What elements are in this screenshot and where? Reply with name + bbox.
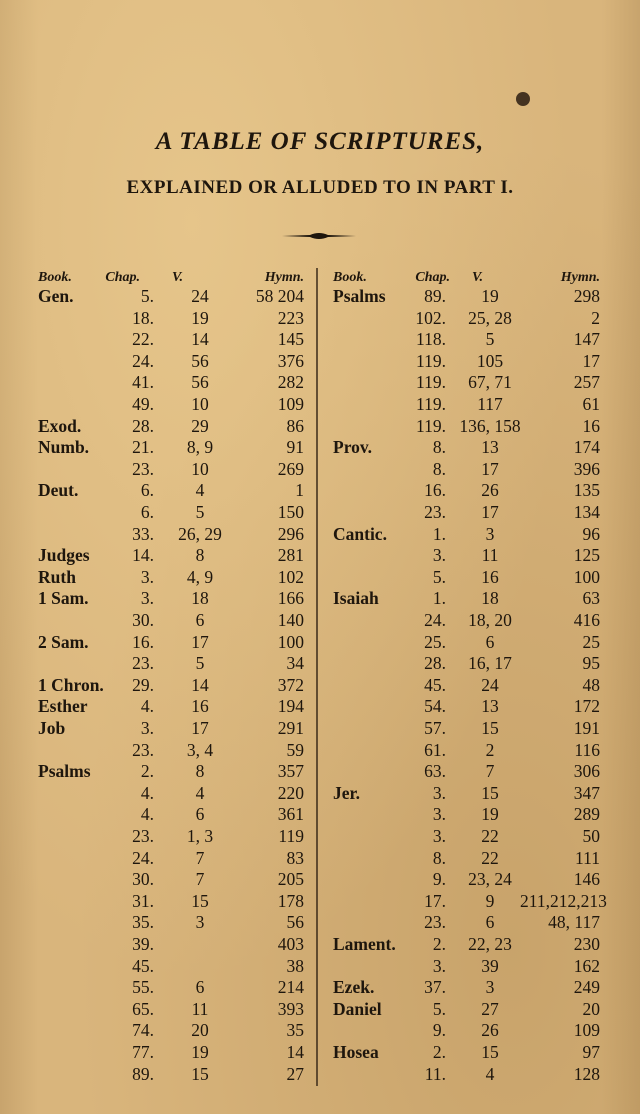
cell-hymn: 50 — [582, 826, 600, 846]
table-row — [0, 956, 640, 977]
header-chap: Chap. — [415, 270, 450, 285]
table-row — [0, 1020, 640, 1041]
cell-hymn: 230 — [573, 934, 600, 954]
cell-book: Job — [38, 718, 66, 738]
cell-hymn: 63 — [582, 588, 600, 609]
cell-hymn: 393 — [277, 998, 304, 1019]
cell-chap: 3. — [140, 588, 154, 609]
cell-chap: 3. — [140, 718, 154, 738]
cell-book: Judges — [38, 545, 90, 566]
cell-v: 15 — [481, 782, 499, 803]
cell-chap: 24. — [132, 847, 154, 868]
cell-hymn: 166 — [277, 588, 304, 609]
cell-v: 26 — [481, 480, 499, 501]
cell-v: 5 — [195, 653, 205, 674]
cell-chap: 89. — [424, 286, 446, 306]
cell-chap: 35. — [132, 912, 154, 933]
cell-chap: 5. — [140, 286, 154, 306]
cell-v: 17 — [191, 631, 209, 652]
header-hymn: Hymn. — [560, 270, 600, 285]
cell-v: 17 — [191, 718, 209, 738]
cell-chap: 23. — [132, 739, 154, 760]
header-book: Book. — [38, 270, 72, 285]
cell-chap: 14. — [132, 545, 154, 566]
cell-v: 14 — [191, 674, 209, 695]
cell-v: 8 — [195, 761, 205, 782]
header-chap: Chap. — [105, 270, 140, 285]
cell-v: 17 — [481, 458, 499, 479]
cell-chap: 6. — [140, 502, 154, 522]
cell-book: Esther — [38, 696, 88, 717]
cell-hymn: 205 — [277, 869, 304, 890]
cell-book: Ruth — [38, 566, 76, 587]
cell-chap: 4. — [140, 782, 154, 803]
cell-chap: 30. — [132, 869, 154, 890]
cell-hymn: 220 — [277, 782, 304, 803]
cell-v: 39 — [481, 955, 499, 976]
cell-chap: 9. — [432, 869, 446, 890]
cell-v: 6 — [195, 977, 205, 998]
table-row — [0, 394, 640, 415]
cell-v: 8 — [195, 545, 205, 566]
table-row — [0, 416, 640, 437]
table-row — [0, 718, 640, 739]
cell-v: 15 — [191, 890, 209, 911]
cell-chap: 119. — [416, 372, 446, 393]
cell-hymn: 109 — [277, 394, 304, 414]
cell-chap: 102. — [415, 307, 446, 328]
ornament-rule-icon — [282, 230, 356, 242]
cell-hymn: 214 — [277, 977, 304, 998]
cell-v: 24 — [191, 286, 209, 306]
cell-v: 4 — [195, 782, 205, 803]
cell-chap: 39. — [132, 934, 154, 954]
cell-hymn: 2 — [591, 307, 600, 328]
table-row — [0, 653, 640, 674]
cell-book: Prov. — [333, 437, 373, 458]
cell-chap: 31. — [132, 890, 154, 911]
table-row — [0, 286, 640, 307]
cell-v: 20 — [191, 1020, 209, 1041]
cell-v: 24 — [481, 674, 499, 695]
cell-chap: 37. — [424, 977, 446, 998]
cell-v: 136, 158 — [459, 415, 521, 436]
cell-v: 22 — [481, 826, 499, 846]
cell-chap: 5. — [432, 566, 446, 587]
cell-v: 11 — [481, 545, 499, 566]
cell-hymn: 178 — [277, 890, 304, 911]
cell-book: Lament. — [333, 934, 396, 954]
table-row — [0, 999, 640, 1020]
cell-hymn: 298 — [573, 286, 600, 306]
cell-chap: 8. — [432, 437, 446, 458]
cell-chap: 23. — [132, 826, 154, 846]
table-row — [0, 502, 640, 523]
cell-v: 6 — [195, 610, 205, 630]
cell-hymn: 14 — [286, 1042, 304, 1062]
cell-hymn: 145 — [277, 329, 304, 350]
table-row — [0, 372, 640, 393]
table-row — [0, 977, 640, 998]
cell-hymn: 403 — [277, 934, 304, 954]
cell-chap: 119. — [416, 350, 446, 371]
cell-v: 2 — [485, 739, 495, 760]
cell-book: Ezek. — [333, 977, 375, 998]
cell-hymn: 35 — [286, 1020, 304, 1041]
cell-chap: 4. — [140, 804, 154, 825]
cell-hymn: 128 — [573, 1063, 600, 1084]
cell-v: 10 — [191, 394, 209, 414]
cell-hymn: 1 — [295, 480, 304, 501]
cell-hymn: 347 — [573, 782, 600, 803]
cell-hymn: 97 — [582, 1042, 600, 1062]
cell-hymn: 146 — [573, 869, 600, 890]
cell-hymn: 86 — [286, 415, 304, 436]
cell-v: 117 — [477, 394, 503, 414]
cell-chap: 23. — [132, 653, 154, 674]
cell-chap: 3. — [432, 545, 446, 566]
cell-chap: 119. — [416, 415, 446, 436]
cell-v: 56 — [191, 350, 209, 371]
table-row — [0, 1042, 640, 1063]
cell-chap: 118. — [416, 329, 446, 350]
cell-chap: 3. — [432, 782, 446, 803]
table-row — [0, 610, 640, 631]
cell-chap: 28. — [424, 653, 446, 674]
cell-chap: 63. — [424, 761, 446, 782]
cell-chap: 54. — [424, 696, 446, 717]
cell-book: Psalms — [333, 286, 386, 306]
cell-chap: 65. — [132, 998, 154, 1019]
cell-hymn: 147 — [573, 329, 600, 350]
cell-hymn: 25 — [582, 631, 600, 652]
cell-v: 26, 29 — [178, 523, 222, 544]
cell-hymn: 135 — [573, 480, 600, 501]
table-row — [0, 869, 640, 890]
cell-book: 1 Chron. — [38, 674, 104, 695]
cell-book: Daniel — [333, 998, 382, 1019]
cell-hymn: 125 — [573, 545, 600, 566]
cell-v: 3 — [485, 523, 495, 544]
cell-hymn: 116 — [574, 739, 600, 760]
cell-chap: 55. — [132, 977, 154, 998]
table-row — [0, 588, 640, 609]
cell-chap: 119. — [416, 394, 446, 414]
cell-hymn: 296 — [277, 523, 304, 544]
cell-hymn: 17 — [582, 350, 600, 371]
cell-v: 4, 9 — [186, 566, 214, 587]
table-row — [0, 804, 640, 825]
cell-hymn: 162 — [573, 955, 600, 976]
cell-v: 1, 3 — [186, 826, 214, 846]
cell-hymn: 59 — [286, 739, 304, 760]
header-book: Book. — [333, 270, 367, 285]
cell-v: 9 — [485, 890, 495, 911]
table-row — [0, 848, 640, 869]
cell-v: 25, 28 — [468, 307, 512, 328]
cell-chap: 28. — [132, 415, 154, 436]
cell-v: 6 — [485, 912, 495, 933]
cell-hymn: 150 — [277, 502, 304, 522]
cell-hymn: 194 — [277, 696, 304, 717]
cell-chap: 3. — [432, 826, 446, 846]
cell-v: 3 — [485, 977, 495, 998]
cell-chap: 21. — [132, 437, 154, 458]
cell-v: 3, 4 — [186, 739, 214, 760]
cell-v: 13 — [481, 696, 499, 717]
cell-v: 26 — [481, 1020, 499, 1041]
cell-v: 7 — [195, 869, 205, 890]
cell-hymn: 134 — [573, 502, 600, 522]
table-row — [0, 675, 640, 696]
table-row — [0, 567, 640, 588]
cell-v: 6 — [195, 804, 205, 825]
cell-hymn: 119 — [278, 826, 304, 846]
header-v: V. — [472, 270, 484, 285]
cell-book: Hosea — [333, 1042, 379, 1062]
table-row — [0, 308, 640, 329]
cell-v: 13 — [481, 437, 499, 458]
cell-chap: 2. — [140, 761, 154, 782]
cell-book: Gen. — [38, 286, 74, 306]
cell-hymn: 95 — [582, 653, 600, 674]
table-row — [0, 459, 640, 480]
cell-hymn: 282 — [277, 372, 304, 393]
cell-chap: 29. — [132, 674, 154, 695]
cell-hymn: 257 — [573, 372, 600, 393]
cell-v: 15 — [481, 1042, 499, 1062]
cell-chap: 8. — [432, 847, 446, 868]
table-row — [0, 761, 640, 782]
ink-spot — [516, 92, 530, 106]
cell-chap: 61. — [424, 739, 446, 760]
cell-hymn: 376 — [277, 350, 304, 371]
cell-v: 7 — [195, 847, 205, 868]
cell-hymn: 48, 117 — [548, 912, 600, 933]
cell-chap: 77. — [132, 1042, 154, 1062]
table-row — [0, 437, 640, 458]
cell-v: 23, 24 — [468, 869, 512, 890]
cell-v: 19 — [481, 804, 499, 825]
cell-v: 67, 71 — [468, 372, 512, 393]
cell-chap: 30. — [132, 610, 154, 630]
cell-hymn: 361 — [277, 804, 304, 825]
cell-chap: 33. — [132, 523, 154, 544]
cell-chap: 22. — [132, 329, 154, 350]
cell-v: 18 — [481, 588, 499, 609]
cell-hymn: 211,212,213 — [520, 890, 607, 911]
cell-v: 18 — [191, 588, 209, 609]
cell-v: 5 — [485, 329, 495, 350]
cell-v: 19 — [191, 307, 209, 328]
table-row — [0, 740, 640, 761]
cell-v: 16 — [191, 696, 209, 717]
cell-v: 16, 17 — [468, 653, 512, 674]
cell-v: 3 — [195, 912, 205, 933]
cell-chap: 74. — [132, 1020, 154, 1041]
cell-hymn: 96 — [582, 523, 600, 544]
cell-chap: 1. — [432, 523, 446, 544]
cell-v: 11 — [191, 998, 209, 1019]
header-hymn: Hymn. — [264, 270, 304, 285]
cell-chap: 89. — [132, 1063, 154, 1084]
table-row — [0, 632, 640, 653]
cell-book: 2 Sam. — [38, 631, 89, 652]
cell-hymn: 27 — [286, 1063, 304, 1084]
cell-hymn: 291 — [277, 718, 304, 738]
cell-hymn: 83 — [286, 847, 304, 868]
cell-chap: 2. — [432, 934, 446, 954]
cell-v: 10 — [191, 458, 209, 479]
cell-v: 18, 20 — [468, 610, 512, 630]
cell-v: 4 — [485, 1063, 495, 1084]
cell-hymn: 281 — [277, 545, 304, 566]
cell-book: Numb. — [38, 437, 90, 458]
cell-book: Psalms — [38, 761, 91, 782]
cell-book: Isaiah — [333, 588, 379, 609]
cell-v: 16 — [481, 566, 499, 587]
cell-hymn: 174 — [573, 437, 600, 458]
table-row — [0, 696, 640, 717]
cell-chap: 25. — [424, 631, 446, 652]
cell-chap: 23. — [132, 458, 154, 479]
cell-v: 22, 23 — [468, 934, 512, 954]
cell-v: 15 — [191, 1063, 209, 1084]
cell-chap: 2. — [432, 1042, 446, 1062]
cell-v: 19 — [481, 286, 499, 306]
cell-chap: 23. — [424, 502, 446, 522]
cell-book: Cantic. — [333, 523, 387, 544]
header-v: V. — [172, 270, 184, 285]
cell-hymn: 16 — [582, 415, 600, 436]
cell-v: 19 — [191, 1042, 209, 1062]
cell-chap: 3. — [432, 804, 446, 825]
cell-book: 1 Sam. — [38, 588, 89, 609]
table-row — [0, 480, 640, 501]
cell-hymn: 372 — [277, 674, 304, 695]
cell-chap: 5. — [432, 998, 446, 1019]
cell-chap: 11. — [424, 1063, 446, 1084]
cell-hymn: 102 — [277, 566, 304, 587]
cell-hymn: 306 — [573, 761, 600, 782]
cell-v: 105 — [476, 350, 504, 371]
cell-hymn: 56 — [286, 912, 304, 933]
table-row — [0, 783, 640, 804]
cell-hymn: 357 — [277, 761, 304, 782]
cell-v: 7 — [485, 761, 495, 782]
cell-hymn: 172 — [573, 696, 600, 717]
cell-v: 8, 9 — [186, 437, 214, 458]
table-row — [0, 912, 640, 933]
cell-chap: 41. — [132, 372, 154, 393]
cell-chap: 8. — [432, 458, 446, 479]
cell-hymn: 269 — [277, 458, 304, 479]
cell-v: 27 — [481, 998, 499, 1019]
cell-book: Jer. — [333, 782, 361, 803]
cell-book: Deut. — [38, 480, 79, 501]
page-subtitle: EXPLAINED OR ALLUDED TO IN PART I. — [126, 177, 514, 198]
cell-chap: 57. — [424, 718, 446, 738]
cell-chap: 16. — [424, 480, 446, 501]
cell-chap: 24. — [424, 610, 446, 630]
cell-v: 29 — [191, 415, 209, 436]
cell-chap: 6. — [140, 480, 154, 501]
table-row — [0, 329, 640, 350]
cell-hymn: 100 — [573, 566, 600, 587]
cell-chap: 9. — [432, 1020, 446, 1041]
cell-hymn: 61 — [582, 394, 600, 414]
table-row — [0, 524, 640, 545]
cell-v: 6 — [485, 631, 495, 652]
cell-chap: 45. — [424, 674, 446, 695]
table-row — [0, 826, 640, 847]
cell-hymn: 109 — [573, 1020, 600, 1041]
cell-hymn: 34 — [286, 653, 304, 674]
table-row — [0, 1064, 640, 1085]
cell-v: 5 — [195, 502, 205, 522]
cell-v: 17 — [481, 502, 499, 522]
table-row — [0, 934, 640, 955]
cell-hymn: 48 — [582, 674, 600, 695]
cell-hymn: 396 — [573, 458, 600, 479]
cell-hymn: 58 204 — [255, 286, 304, 306]
cell-v: 14 — [191, 329, 209, 350]
cell-hymn: 100 — [277, 631, 304, 652]
cell-v: 56 — [191, 372, 209, 393]
cell-chap: 17. — [424, 890, 446, 911]
cell-chap: 3. — [140, 566, 154, 587]
cell-chap: 49. — [132, 394, 154, 414]
cell-hymn: 91 — [286, 437, 304, 458]
cell-chap: 18. — [132, 307, 154, 328]
cell-book: Exod. — [38, 415, 82, 436]
page-title: A TABLE OF SCRIPTURES, — [155, 128, 485, 155]
cell-chap: 16. — [132, 631, 154, 652]
cell-v: 15 — [481, 718, 499, 738]
cell-hymn: 38 — [286, 955, 304, 976]
table-row — [0, 891, 640, 912]
cell-hymn: 416 — [573, 610, 600, 630]
cell-hymn: 111 — [575, 847, 600, 868]
cell-chap: 45. — [132, 955, 154, 976]
cell-chap: 23. — [424, 912, 446, 933]
cell-v: 22 — [481, 847, 499, 868]
cell-chap: 4. — [140, 696, 154, 717]
cell-hymn: 191 — [573, 718, 600, 738]
cell-chap: 24. — [132, 350, 154, 371]
cell-chap: 1. — [432, 588, 446, 609]
cell-chap: 3. — [432, 955, 446, 976]
cell-hymn: 223 — [277, 307, 304, 328]
table-row — [0, 545, 640, 566]
cell-hymn: 289 — [573, 804, 600, 825]
cell-v: 4 — [195, 480, 205, 501]
cell-hymn: 140 — [277, 610, 304, 630]
cell-hymn: 20 — [582, 998, 600, 1019]
table-row — [0, 351, 640, 372]
cell-hymn: 249 — [573, 977, 600, 998]
